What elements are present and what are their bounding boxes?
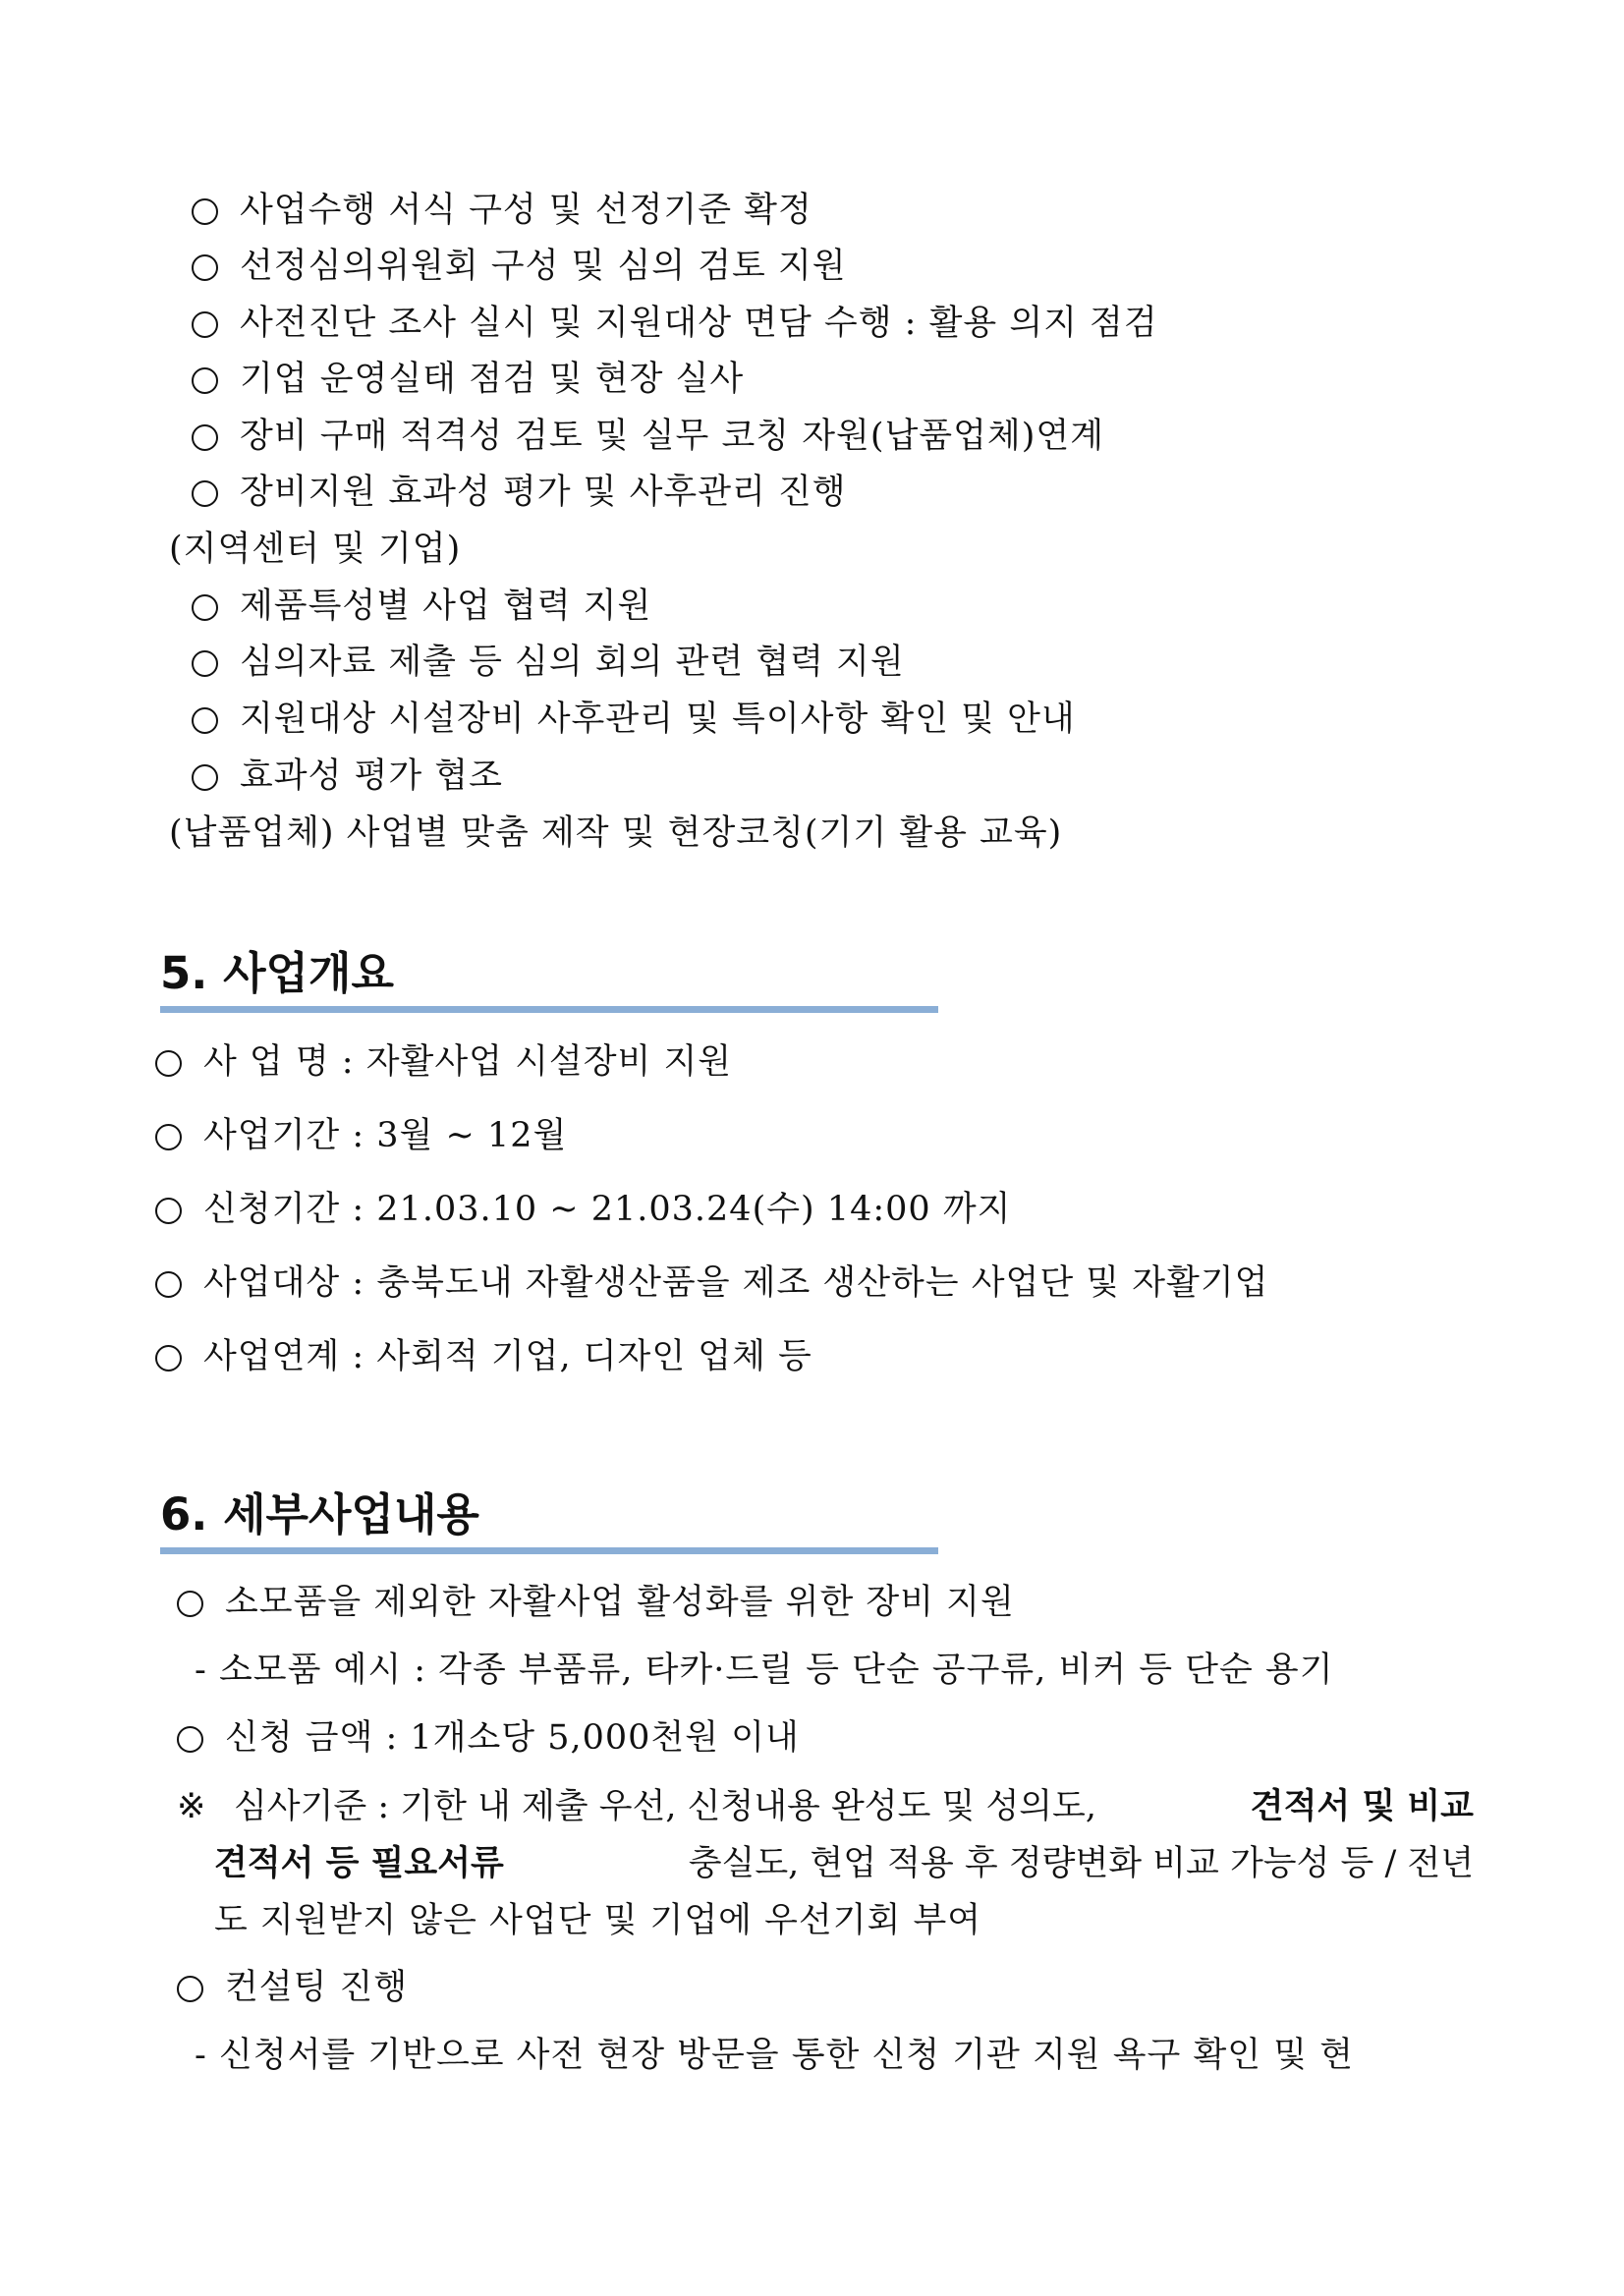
list-item: 사업연계 : 사회적 기업, 디자인 업체 등 <box>155 1334 812 1379</box>
list-item: 지원대상 시설장비 사후관리 및 특이사항 확인 및 안내 <box>192 697 1076 742</box>
list-item: 장비지원 효과성 평가 및 사후관리 진행 <box>192 470 847 515</box>
list-item: 심의자료 제출 등 심의 회의 관련 협력 지원 <box>192 640 905 685</box>
circle-bullet-icon <box>192 594 218 621</box>
circle-bullet-icon <box>177 1726 203 1753</box>
circle-bullet-icon <box>192 707 218 734</box>
note-mark: ※ <box>177 1787 207 1826</box>
list-sub-item: - 신청서를 기반으로 사전 현장 방문을 통한 신청 기관 지원 욕구 확인 및 현 <box>195 2036 1354 2075</box>
vendor-line: (납품업체) 사업별 맞춤 제작 및 현장코칭(기기 활용 교육) <box>169 813 1063 853</box>
note-line-1: 심사기준 : 기한 내 제출 우선, 신청내용 완성도 및 성의도, 견적서 및 비교 <box>234 1786 1474 1826</box>
list-item: 소모품을 제외한 자활사업 활성화를 위한 장비 지원 <box>177 1580 1015 1625</box>
list-item: 사전진단 조사 실시 및 지원대상 면담 수행 : 활용 의지 점검 <box>192 301 1158 346</box>
list-item: 기업 운영실태 점검 및 현장 실사 <box>192 357 744 402</box>
list-item: 장비 구매 적격성 검토 및 실무 코칭 자원(납품업체)연계 <box>192 414 1104 459</box>
circle-bullet-icon <box>155 1198 182 1224</box>
list-item: 신청 금액 : 1개소당 5,000천원 이내 <box>177 1715 800 1761</box>
list-sub-item: - 소모품 예시 : 각종 부품류, 타카·드릴 등 단순 공구류, 비커 등 단순 용기 <box>195 1651 1334 1690</box>
circle-bullet-icon <box>192 650 218 677</box>
section-6-title: 6. 세부사업내용 <box>160 1488 479 1540</box>
circle-bullet-icon <box>192 424 218 451</box>
section-5-title: 5. 사업개요 <box>160 947 394 999</box>
note-line-2: 견적서 등 필요서류 충실도, 현업 적용 후 정량변화 비교 가능성 등 / 전년 <box>214 1843 1474 1883</box>
circle-bullet-icon <box>155 1345 182 1372</box>
list-item: 효과성 평가 협조 <box>192 754 503 799</box>
circle-bullet-icon <box>177 1976 203 2002</box>
section-5-rule <box>160 1006 938 1013</box>
list-item: 사 업 명 : 자활사업 시설장비 지원 <box>155 1039 732 1085</box>
list-item: 사업수행 서식 구성 및 선정기준 확정 <box>192 188 812 233</box>
circle-bullet-icon <box>192 254 218 281</box>
circle-bullet-icon <box>192 367 218 394</box>
list-item: 컨설팅 진행 <box>177 1965 408 2010</box>
circle-bullet-icon <box>192 764 218 791</box>
list-item: 제품특성별 사업 협력 지원 <box>192 584 651 629</box>
list-item: 사업대상 : 충북도내 자활생산품을 제조 생산하는 사업단 및 자활기업 <box>155 1260 1268 1306</box>
circle-bullet-icon <box>192 198 218 225</box>
list-item: 선정심의위원회 구성 및 심의 검토 지원 <box>192 244 847 289</box>
list-item: 사업기간 : 3월 ~ 12월 <box>155 1113 567 1158</box>
note-line-3: 도 지원받지 않은 사업단 및 기업에 우선기회 부여 <box>214 1901 982 1940</box>
circle-bullet-icon <box>177 1591 203 1617</box>
list-item: 신청기간 : 21.03.10 ~ 21.03.24(수) 14:00 까지 <box>155 1187 1011 1232</box>
circle-bullet-icon <box>155 1271 182 1298</box>
circle-bullet-icon <box>155 1050 182 1077</box>
region-label: (지역센터 및 기업) <box>169 530 462 569</box>
circle-bullet-icon <box>192 480 218 507</box>
section-6-rule <box>160 1547 938 1554</box>
circle-bullet-icon <box>155 1124 182 1150</box>
circle-bullet-icon <box>192 311 218 338</box>
